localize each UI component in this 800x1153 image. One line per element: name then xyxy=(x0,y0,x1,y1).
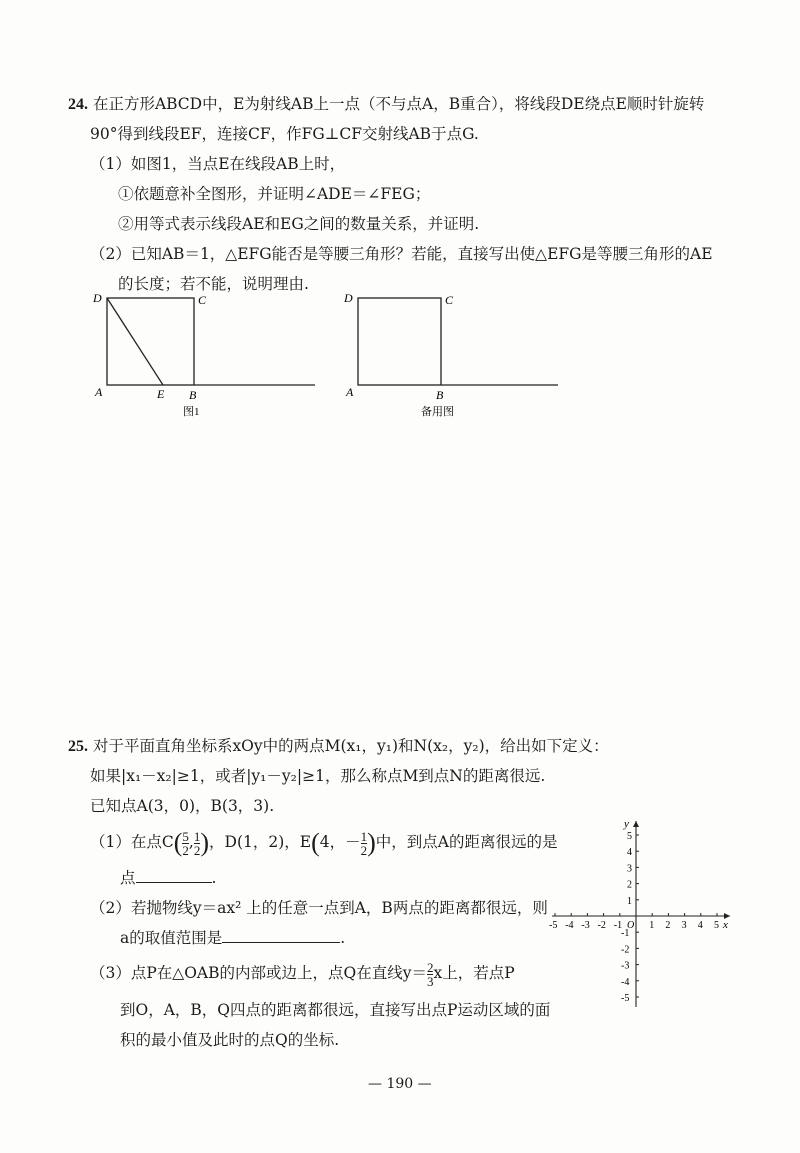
y-tick-label: -2 xyxy=(621,944,630,956)
q24-part2-line1: （2）已知AB＝1，△EFG能否是等腰三角形？若能，直接写出使△EFG是等腰三角形的AE xyxy=(90,245,713,263)
x-tick-label: -4 xyxy=(565,920,574,931)
fig1-label-a: A xyxy=(95,385,103,399)
fig2-caption: 备用图 xyxy=(421,406,454,418)
x-tick-label: 2 xyxy=(665,920,671,931)
q25-part1-line2 xyxy=(120,866,216,888)
figure-backup xyxy=(336,288,576,423)
y-tick-label: -5 xyxy=(621,993,630,1004)
q25-part3-line1 xyxy=(90,958,515,988)
y-tick-label: 5 xyxy=(627,831,632,842)
frac-num: 5 xyxy=(182,828,189,844)
q25-p1-mid1: ，D(1，2)，E xyxy=(209,833,312,851)
x-tick-label: 5 xyxy=(714,920,719,931)
q25-p2-line2-prefix: a的取值范围是 xyxy=(120,929,223,947)
x-tick-label: -2 xyxy=(597,920,606,931)
x-tick-label: -5 xyxy=(549,920,558,931)
frac-num: 1 xyxy=(360,828,368,844)
x-tick-label: 4 xyxy=(697,920,703,931)
fig2-label-c: C xyxy=(445,293,454,307)
q24-part1-a: ①依题意补全图形，并证明∠ADE＝∠FEG； xyxy=(118,185,431,203)
y-axis-label: y xyxy=(624,818,629,830)
origin-label: O xyxy=(627,920,635,931)
q25-part3-line3: 积的最小值及此时的点Q的坐标. xyxy=(120,1031,340,1049)
q25-part3-line2: 到O，A，B，Q四点的距离都很远，直接写出点P运动区域的面 xyxy=(120,1001,551,1019)
fig2-label-b: B xyxy=(436,388,444,402)
x-tick-label: 1 xyxy=(649,920,655,931)
fig1-label-e: E xyxy=(157,387,165,401)
frac-den: 2 xyxy=(193,842,201,858)
q25-stem-text-1: 对于平面直角坐标系xOy中的两点M(x₁，y₁)和N(x₂，y₂)，给出如下定义： xyxy=(92,737,609,755)
q24-part1: （1）如图1，当点E在线段AB上时， xyxy=(90,155,346,173)
q25-stem-line3: 已知点A(3，0)，B(3，3). xyxy=(90,797,275,815)
frac-den: 2 xyxy=(182,842,189,858)
q25-p1-mid2: 4，－ xyxy=(319,833,361,851)
fig1-label-b: B xyxy=(189,388,197,402)
q25-p3-suffix: x上，若点P xyxy=(433,964,515,982)
y-tick-label: 2 xyxy=(627,879,632,891)
frac-num: 2 xyxy=(426,959,434,975)
q24-part2-line2: 的长度；若不能，说明理由. xyxy=(118,275,309,293)
x-axis-label: x xyxy=(723,919,728,931)
frac-den: 3 xyxy=(426,973,434,989)
q25-part2-line1: （2）若抛物线y＝ax² 上的任意一点到A，B两点的距离都很远，则 xyxy=(90,899,548,917)
fig2-square xyxy=(358,298,441,385)
y-tick-label: -1 xyxy=(621,928,630,940)
q25-p1-line2-suffix: . xyxy=(211,869,217,887)
fig1-caption: 图1 xyxy=(183,406,200,418)
y-tick-label: -4 xyxy=(621,976,630,988)
y-axis-arrow xyxy=(633,821,639,827)
q24-stem-text-1: 在正方形ABCD中，E为射线AB上一点（不与点A，B重合），将线段DE绕点E顺时针旋转 xyxy=(92,95,705,113)
figure-1 xyxy=(85,288,325,423)
q25-p1-frac1 xyxy=(182,830,189,857)
q25-p1-prefix: （1）在点C xyxy=(90,833,174,851)
frac-num: 1 xyxy=(193,828,201,844)
frac-den: 2 xyxy=(360,842,368,858)
fig2-label-d: D xyxy=(344,291,353,305)
x-tick-label: -3 xyxy=(581,920,590,931)
page-number: — 190 — xyxy=(368,1076,432,1092)
q25-answer-blank-2[interactable] xyxy=(222,928,340,943)
q25-part1-line1: （1）在点C( $\frac{5}{2}$ , $\frac{1}{2}$ )，D(1，2)，E(4，－ $\frac{1}{2}$ )中，到点A的距离很远的是 xyxy=(90,828,558,858)
x-tick-label: -1 xyxy=(613,920,623,931)
q24-number: 24. xyxy=(68,96,88,113)
y-tick-label: 3 xyxy=(627,863,632,875)
q25-p1-suffix: 中，到点A的距离很远的是 xyxy=(375,833,558,851)
fig1-label-d: D xyxy=(93,291,102,305)
q25-p3-prefix: （3）点P在△OAB的内部或边上，点Q在直线y＝ xyxy=(90,964,427,982)
q24-stem-line2: 90°得到线段EF，连接CF，作FG⊥CF交射线AB于点G. xyxy=(90,125,479,143)
q25-stem-line2: 如果|x₁－x₂|≥1，或者|y₁－y₂|≥1，那么称点M到点N的距离很远. xyxy=(90,767,546,785)
fig1-label-c: C xyxy=(198,293,207,307)
q24-stem-line1 xyxy=(68,92,704,114)
fig1-segment-de xyxy=(107,298,163,385)
y-tick-label: -3 xyxy=(621,960,630,972)
q25-answer-blank-1[interactable] xyxy=(136,868,212,883)
q25-number: 25. xyxy=(68,738,88,755)
q25-stem-line1 xyxy=(68,734,609,756)
q25-p1-line2-prefix: 点 xyxy=(120,869,136,887)
q25-part2-line2 xyxy=(120,926,345,948)
q24-part1-b: ②用等式表示线段AE和EG之间的数量关系，并证明. xyxy=(118,215,480,233)
x-tick-label: 3 xyxy=(681,920,687,931)
fig1-square xyxy=(107,298,194,385)
coordinate-axes xyxy=(548,815,738,1010)
y-tick-label: 1 xyxy=(627,895,632,907)
q25-p2-line2-suffix: . xyxy=(340,929,346,947)
fig2-label-a: A xyxy=(346,385,354,399)
y-tick-label: 4 xyxy=(627,847,632,859)
